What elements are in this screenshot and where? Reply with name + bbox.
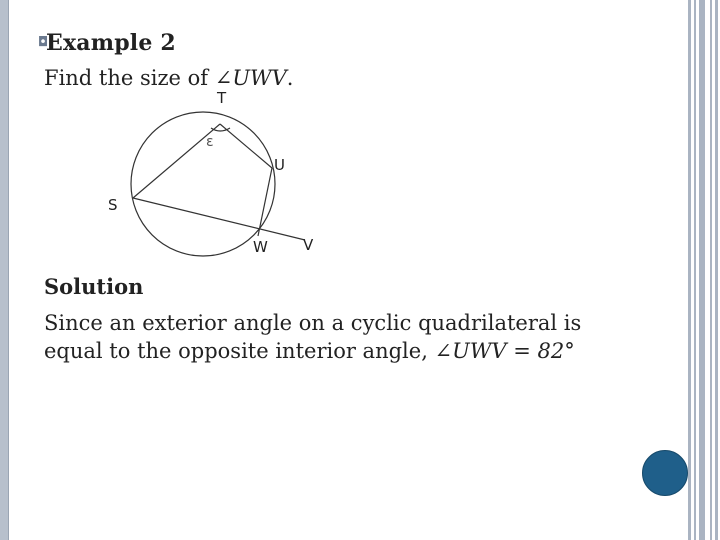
stripe-3 [699, 0, 705, 540]
stripe-4 [710, 0, 712, 540]
label-w: W [253, 238, 268, 256]
solution-line-2 [44, 339, 575, 363]
left-border [0, 0, 9, 540]
cyclic-quadrilateral-diagram [100, 88, 330, 263]
bullet-icon: ◘ [38, 35, 49, 50]
label-t: T [217, 89, 227, 107]
side-uw [258, 168, 272, 236]
question-prefix: Find the size of [44, 66, 215, 90]
nav-circle-button[interactable] [642, 450, 688, 496]
label-s: S [108, 196, 118, 214]
line-sv [133, 198, 305, 240]
circle [131, 112, 275, 256]
solution-line-2-math: ∠UWV = 82° [434, 339, 575, 363]
solution-line-1: Since an exterior angle on a cyclic quadrilateral is [44, 311, 582, 335]
right-stripes [686, 0, 720, 540]
stripe-2 [694, 0, 696, 540]
stripe-5 [715, 0, 718, 540]
solution-heading: Solution [44, 274, 144, 299]
stripe-1 [688, 0, 691, 540]
label-v: V [303, 236, 314, 254]
question-suffix: . [286, 66, 294, 90]
question-line [44, 66, 293, 90]
slide-title: Example 2 [46, 30, 176, 56]
question-angle: ∠UWV [214, 66, 287, 90]
solution-line-2-prefix: equal to the opposite interior angle, [44, 339, 435, 363]
label-u: U [274, 156, 285, 174]
angle-mark: ε [206, 134, 214, 150]
